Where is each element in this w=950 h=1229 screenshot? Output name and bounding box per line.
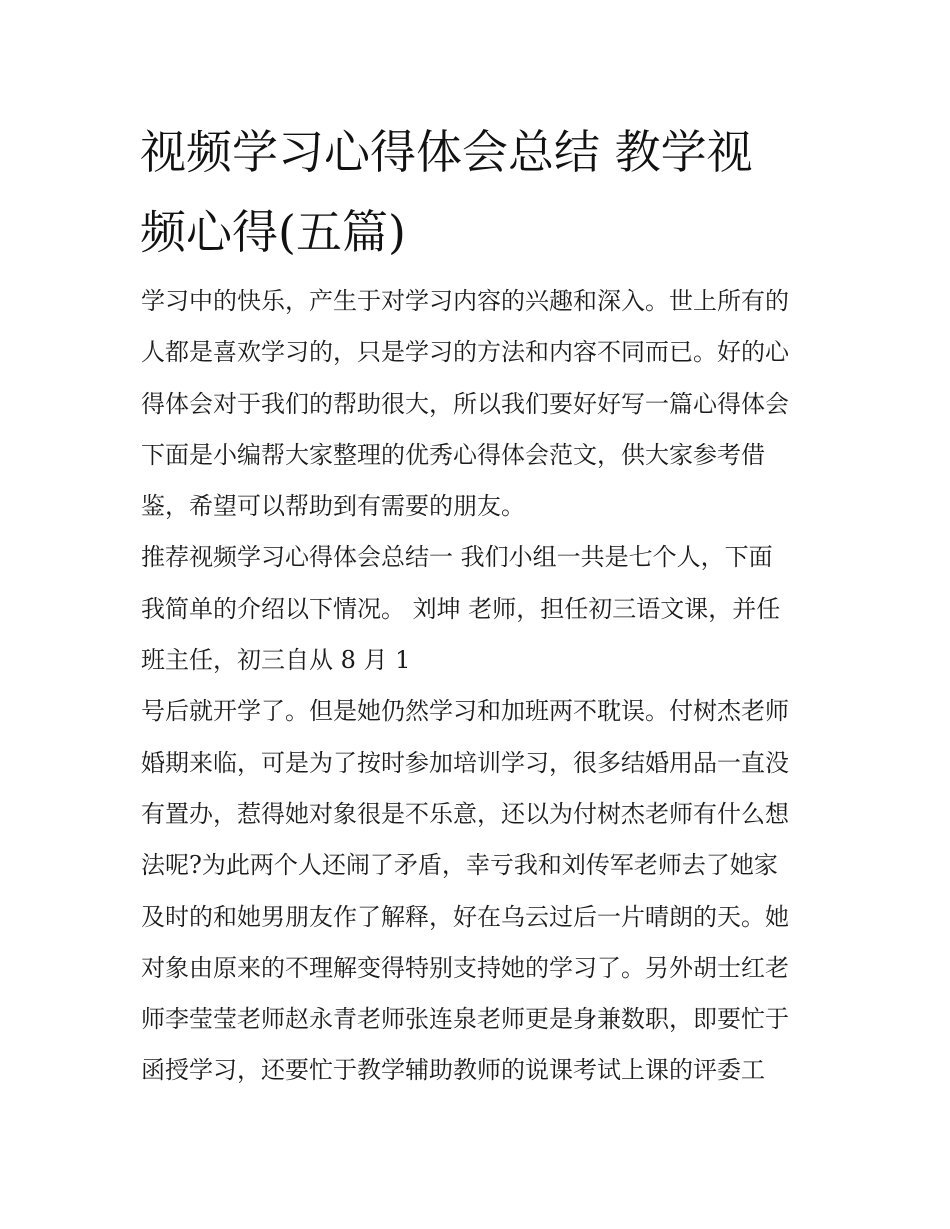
body-line: 下面是小编帮大家整理的优秀心得体会范文，供大家参考借 — [141, 440, 765, 469]
body-line: 有置办，惹得她对象很是不乐意，还以为付树杰老师有什么想 — [141, 799, 789, 828]
document-body — [141, 280, 819, 1101]
title-line: 视频学习心得体会总结 教学视 — [140, 125, 753, 179]
body-line: 人都是喜欢学习的，只是学习的方法和内容不同而已。好的心 — [141, 338, 789, 367]
body-line: 我简单的介绍以下情况。 刘坤 老师，担任初三语文课，并任 — [141, 594, 781, 623]
body-line: 学习中的快乐，产生于对学习内容的兴趣和深入。世上所有的 — [141, 287, 789, 315]
body-line: 师李莹莹老师赵永青老师张连泉老师更是身兼数职，即要忙于 — [141, 1005, 789, 1034]
body-line: 及时的和她男朋友作了解释，好在乌云过后一片晴朗的天。她 — [141, 902, 789, 931]
document-title — [140, 112, 820, 272]
body-line: 婚期来临，可是为了按时参加培训学习，很多结婚用品一直没 — [141, 748, 789, 777]
body-line: 班主任，初三自从 8 月 1 — [141, 646, 411, 675]
title-line: 频心得(五篇) — [140, 205, 406, 259]
body-line: 法呢?为此两个人还闹了矛盾，幸亏我和刘传军老师去了她家 — [141, 851, 778, 880]
body-line: 推荐视频学习心得体会总结一 我们小组一共是七个人，下面 — [141, 543, 773, 572]
body-line: 函授学习，还要忙于教学辅助教师的说课考试上课的评委工 — [141, 1056, 765, 1085]
body-line: 号后就开学了。但是她仍然学习和加班两不耽误。付树杰老师 — [141, 697, 789, 726]
body-line: 鉴，希望可以帮助到有需要的朋友。 — [141, 492, 525, 521]
body-line: 对象由原来的不理解变得特别支持她的学习了。另外胡士红老 — [141, 953, 789, 982]
body-line: 得体会对于我们的帮助很大，所以我们要好好写一篇心得体会 — [141, 389, 789, 418]
